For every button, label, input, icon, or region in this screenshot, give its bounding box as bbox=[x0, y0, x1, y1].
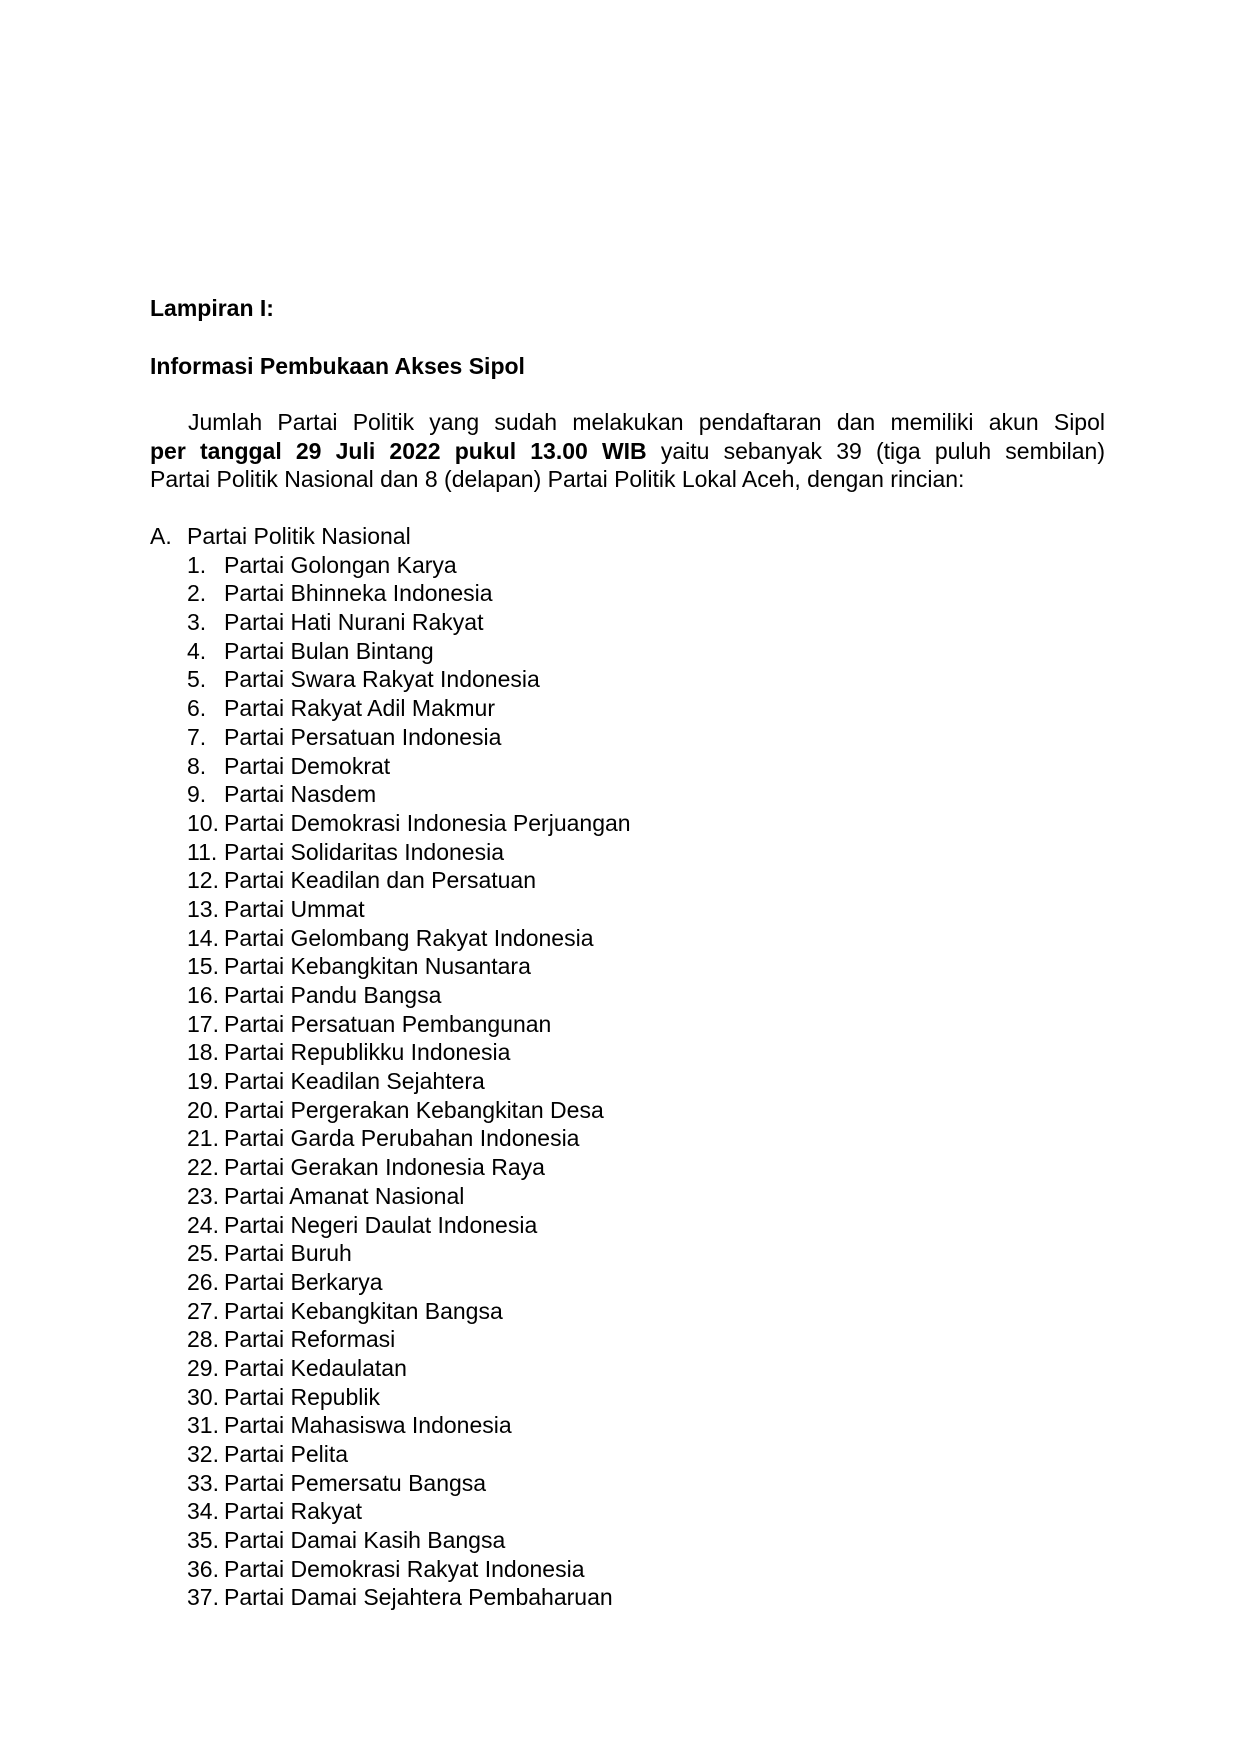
list-item-party-name: Partai Damai Kasih Bangsa bbox=[224, 1527, 506, 1554]
list-item bbox=[187, 551, 631, 580]
list-item-party-name: Partai Damai Sejahtera Pembaharuan bbox=[224, 1584, 613, 1611]
list-item-number: 27. bbox=[187, 1297, 219, 1324]
list-item-party-name: Partai Negeri Daulat Indonesia bbox=[224, 1211, 538, 1238]
list-item-number: 30. bbox=[187, 1383, 219, 1410]
list-item bbox=[187, 1383, 631, 1412]
list-item bbox=[187, 1411, 631, 1440]
list-item bbox=[187, 1239, 631, 1268]
list-item bbox=[187, 1067, 631, 1096]
document-title: Informasi Pembukaan Akses Sipol bbox=[150, 353, 525, 379]
list-item-number: 29. bbox=[187, 1354, 219, 1381]
list-item-number: 35. bbox=[187, 1527, 219, 1554]
intro-line-2 bbox=[150, 437, 1105, 466]
list-item bbox=[187, 665, 631, 694]
list-item-party-name: Partai Pelita bbox=[224, 1441, 349, 1467]
list-item bbox=[187, 1153, 631, 1182]
list-item-number: 11. bbox=[187, 838, 218, 865]
list-item-party-name: Partai Ummat bbox=[224, 895, 365, 922]
list-item-number: 8. bbox=[187, 752, 207, 779]
list-item-number: 22. bbox=[187, 1154, 219, 1181]
intro-date-bold: per tanggal 29 Juli 2022 pukul 13.00 WIB bbox=[150, 437, 647, 464]
list-item bbox=[187, 924, 631, 953]
list-item-number: 19. bbox=[187, 1068, 219, 1095]
list-item-number: 4. bbox=[187, 637, 207, 664]
list-item-party-name: Partai Buruh bbox=[224, 1240, 352, 1267]
list-item bbox=[187, 694, 631, 723]
list-item bbox=[187, 1583, 631, 1612]
list-item-party-name: Partai Golongan Karya bbox=[224, 551, 457, 578]
list-item-party-name: Partai Garda Perubahan Indonesia bbox=[224, 1125, 580, 1152]
list-item bbox=[187, 1555, 631, 1584]
list-item bbox=[187, 1124, 631, 1153]
list-item-party-name: Partai Hati Nurani Rakyat bbox=[224, 609, 484, 636]
list-item-party-name: Partai Demokrasi Indonesia Perjuangan bbox=[224, 809, 631, 836]
list-item bbox=[187, 952, 631, 981]
list-item-party-name: Partai Kebangkitan Bangsa bbox=[224, 1297, 503, 1324]
list-item-party-name: Partai Keadilan Sejahtera bbox=[224, 1068, 485, 1095]
list-item-number: 37. bbox=[187, 1584, 219, 1611]
list-item-number: 6. bbox=[187, 695, 207, 722]
party-list bbox=[150, 551, 631, 1612]
list-item-number: 25. bbox=[187, 1240, 219, 1267]
list-item-number: 1. bbox=[187, 551, 207, 578]
list-item-number: 23. bbox=[187, 1182, 219, 1209]
list-item bbox=[187, 1096, 631, 1125]
list-item-number: 24. bbox=[187, 1211, 219, 1238]
list-item bbox=[187, 809, 631, 838]
list-item-number: 34. bbox=[187, 1498, 219, 1525]
list-item bbox=[187, 1469, 631, 1498]
list-item-party-name: Partai Demokrasi Rakyat Indonesia bbox=[224, 1555, 585, 1582]
intro-text-2: yaitu sebanyak 39 (tiga puluh sembilan) bbox=[646, 437, 1105, 464]
list-item-number: 13. bbox=[187, 895, 219, 922]
section-heading bbox=[150, 522, 631, 551]
list-item bbox=[187, 895, 631, 924]
section-title: Partai Politik Nasional bbox=[187, 523, 411, 549]
list-item bbox=[187, 579, 631, 608]
list-item bbox=[187, 838, 631, 867]
list-item-party-name: Partai Pandu Bangsa bbox=[224, 982, 442, 1008]
list-item bbox=[187, 1440, 631, 1469]
list-item bbox=[187, 608, 631, 637]
list-item-number: 7. bbox=[187, 723, 207, 750]
intro-line-3 bbox=[150, 465, 1105, 494]
list-item bbox=[187, 1211, 631, 1240]
list-item-number: 31. bbox=[187, 1412, 219, 1439]
list-item-party-name: Partai Solidaritas Indonesia bbox=[224, 838, 504, 865]
list-item bbox=[187, 1010, 631, 1039]
list-item bbox=[187, 723, 631, 752]
list-item-number: 10. bbox=[187, 809, 219, 836]
list-item-party-name: Partai Gelombang Rakyat Indonesia bbox=[224, 924, 594, 951]
list-item-party-name: Partai Kebangkitan Nusantara bbox=[224, 953, 531, 980]
list-item-number: 26. bbox=[187, 1268, 219, 1295]
list-item-party-name: Partai Berkarya bbox=[224, 1268, 383, 1295]
list-item-number: 18. bbox=[187, 1039, 219, 1066]
list-item bbox=[187, 637, 631, 666]
list-item-number: 16. bbox=[187, 982, 219, 1008]
section-national-parties bbox=[150, 522, 631, 1612]
list-item bbox=[187, 1497, 631, 1526]
list-item-number: 36. bbox=[187, 1555, 219, 1582]
list-item-number: 33. bbox=[187, 1469, 219, 1496]
list-item bbox=[187, 1038, 631, 1067]
list-item-party-name: Partai Gerakan Indonesia Raya bbox=[224, 1154, 545, 1181]
list-item-number: 5. bbox=[187, 666, 207, 693]
list-item-number: 2. bbox=[187, 580, 207, 607]
list-item bbox=[187, 1182, 631, 1211]
list-item bbox=[187, 780, 631, 809]
list-item-party-name: Partai Rakyat bbox=[224, 1498, 363, 1525]
list-item-party-name: Partai Mahasiswa Indonesia bbox=[224, 1412, 512, 1439]
list-item-party-name: Partai Republik bbox=[224, 1383, 380, 1410]
intro-text-3: Partai Politik Nasional dan 8 (delapan) Partai Politik Lokal Aceh, dengan rincian: bbox=[150, 466, 965, 492]
list-item bbox=[187, 1325, 631, 1354]
list-item-party-name: Partai Rakyat Adil Makmur bbox=[224, 695, 495, 722]
list-item-number: 32. bbox=[187, 1441, 219, 1467]
list-item-number: 15. bbox=[187, 953, 219, 980]
list-item-number: 9. bbox=[187, 781, 207, 808]
list-item bbox=[187, 1297, 631, 1326]
list-item bbox=[187, 1354, 631, 1383]
list-item-party-name: Partai Amanat Nasional bbox=[224, 1182, 465, 1209]
list-item-number: 17. bbox=[187, 1010, 219, 1037]
list-item bbox=[187, 752, 631, 781]
list-item bbox=[187, 1526, 631, 1555]
list-item-number: 3. bbox=[187, 609, 207, 636]
list-item bbox=[187, 866, 631, 895]
list-item-party-name: Partai Pergerakan Kebangkitan Desa bbox=[224, 1096, 604, 1123]
list-item-number: 20. bbox=[187, 1096, 219, 1123]
list-item-party-name: Partai Demokrat bbox=[224, 752, 391, 779]
list-item-number: 21. bbox=[187, 1125, 219, 1152]
attachment-label: Lampiran I: bbox=[150, 295, 274, 321]
list-item-party-name: Partai Bulan Bintang bbox=[224, 637, 434, 664]
list-item-party-name: Partai Persatuan Pembangunan bbox=[224, 1010, 552, 1037]
list-item bbox=[187, 981, 631, 1010]
list-item bbox=[187, 1268, 631, 1297]
intro-line-1 bbox=[150, 408, 1105, 437]
list-item-party-name: Partai Nasdem bbox=[224, 781, 377, 808]
list-item-party-name: Partai Reformasi bbox=[224, 1326, 396, 1353]
list-item-number: 28. bbox=[187, 1326, 219, 1353]
list-item-party-name: Partai Republikku Indonesia bbox=[224, 1039, 511, 1066]
list-item-number: 12. bbox=[187, 867, 219, 894]
list-item-number: 14. bbox=[187, 924, 219, 951]
list-item-party-name: Partai Swara Rakyat Indonesia bbox=[224, 666, 540, 693]
intro-paragraph bbox=[150, 408, 1105, 494]
list-item-party-name: Partai Pemersatu Bangsa bbox=[224, 1469, 487, 1496]
list-item-party-name: Partai Keadilan dan Persatuan bbox=[224, 867, 536, 894]
list-item-party-name: Partai Kedaulatan bbox=[224, 1354, 407, 1381]
section-letter: A. bbox=[150, 523, 172, 549]
list-item-party-name: Partai Bhinneka Indonesia bbox=[224, 580, 493, 607]
list-item-party-name: Partai Persatuan Indonesia bbox=[224, 723, 502, 750]
intro-text-1: Jumlah Partai Politik yang sudah melakukan pendaftaran dan memiliki akun Sipol bbox=[188, 409, 1105, 435]
